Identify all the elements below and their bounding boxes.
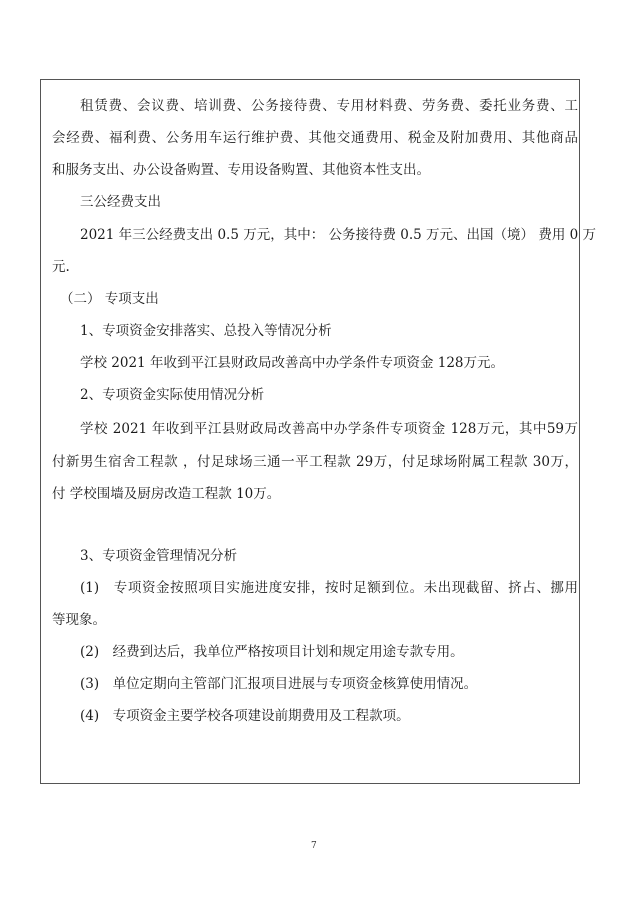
sub-heading: 2、专项资金实际使用情况分析 bbox=[80, 387, 265, 403]
section-heading: （二） 专项支出 bbox=[60, 291, 159, 307]
text-line: 学校 2021 年收到平江县财政局改善高中办学条件专项资金 128万元。 bbox=[80, 355, 504, 371]
section-heading: 三公经费支出 bbox=[80, 194, 161, 210]
text-line: 学校 2021 年收到平江县财政局改善高中办学条件专项资金 128万元，其中59万 bbox=[80, 421, 578, 437]
text-line: 等现象。 bbox=[52, 612, 106, 628]
text-line: 和服务支出、办公设备购置、专用设备购置、其他资本性支出。 bbox=[52, 162, 430, 178]
page-number: 7 bbox=[311, 841, 317, 851]
list-item: (2) 经费到达后，我单位严格按项目计划和规定用途专款专用。 bbox=[80, 644, 464, 660]
list-item: (1) 专项资金按照项目实施进度安排，按时足额到位。未出现截留、挤占、挪用 bbox=[80, 580, 578, 596]
sub-heading: 3、专项资金管理情况分析 bbox=[80, 548, 238, 564]
text-line: 会经费、福利费、公务用车运行维护费、其他交通费用、税金及附加费用、其他商品 bbox=[52, 130, 578, 146]
list-item: (3) 单位定期向主管部门汇报项目进展与专项资金核算使用情况。 bbox=[80, 676, 478, 692]
text-line: 租赁费、会议费、培训费、公务接待费、专用材料费、劳务费、委托业务费、工 bbox=[80, 98, 578, 114]
text-line: 付新男生宿舍工程款 ，付足球场三通一平工程款 29万，付足球场附属工程款 30万， bbox=[52, 454, 578, 470]
text-line: 2021 年三公经费支出 0.5 万元，其中： 公务接待费 0.5 万元、出国（境） 费用 0 万 bbox=[80, 227, 597, 243]
text-line: 元. bbox=[52, 259, 70, 275]
list-item: (4) 专项资金主要学校各项建设前期费用及工程款项。 bbox=[80, 708, 410, 724]
text-line: 付 学校围墙及厨房改造工程款 10万。 bbox=[52, 486, 281, 502]
sub-heading: 1、专项资金安排落实、总投入等情况分析 bbox=[80, 323, 332, 339]
